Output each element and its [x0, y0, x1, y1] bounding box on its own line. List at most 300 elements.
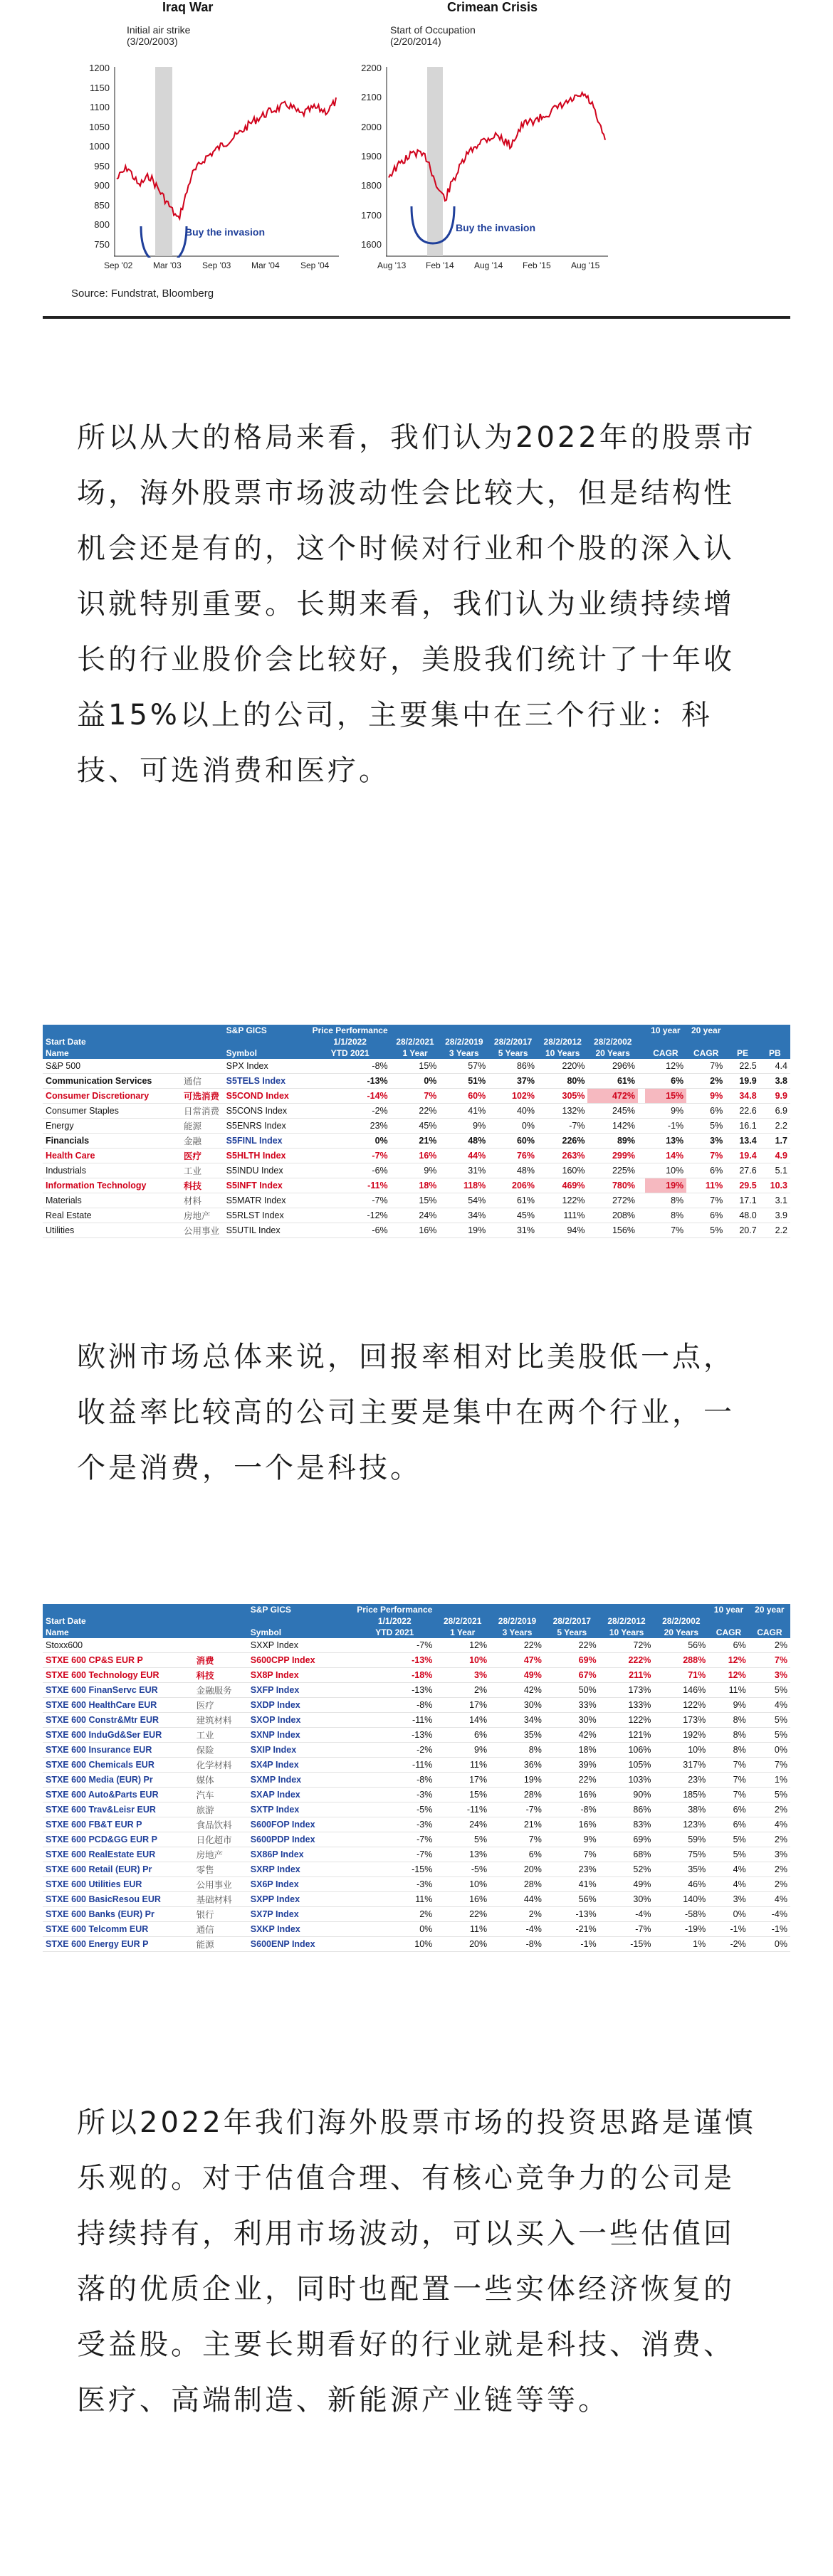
- eu_table-cell-value: 211%: [599, 1668, 654, 1683]
- eu_table-cell-name: STXE 600 Banks (EUR) Pr: [43, 1907, 194, 1922]
- eu_table-cell-chinese-name: 医疗: [194, 1698, 248, 1713]
- us_table-header-cell: 3 Years: [439, 1047, 488, 1059]
- eu_table-cell-value: -3%: [354, 1788, 435, 1802]
- eu_table-cell-value: 5%: [749, 1713, 790, 1728]
- eu_table-cell-value: -7%: [354, 1638, 435, 1653]
- us_table-cell-value: 17.1: [725, 1193, 760, 1208]
- us_table-cell-value: 1.7: [760, 1134, 790, 1149]
- us_table-header-cell: [638, 1047, 645, 1059]
- eu_table-cell-value: 3%: [435, 1668, 490, 1683]
- eu_table-cell-value: 0%: [708, 1907, 749, 1922]
- us_table-header-cell: 10 Years: [538, 1047, 587, 1059]
- eu_table-cell-symbol: SX4P Index: [248, 1758, 354, 1773]
- eu_table-row: [43, 1937, 790, 1952]
- us_table-cell-value: 15%: [645, 1089, 686, 1104]
- eu_table-cell-symbol: SXTP Index: [248, 1802, 354, 1817]
- us_table-header-row: [43, 1047, 790, 1059]
- us_table-cell-value: 2%: [686, 1074, 725, 1089]
- eu_table-header-cell: [749, 1615, 790, 1627]
- eu_table-cell-value: -19%: [654, 1922, 708, 1937]
- us_table-cell-spacer: [638, 1074, 645, 1089]
- us_table-cell-name: Materials: [43, 1193, 181, 1208]
- us_table-cell-value: 132%: [538, 1104, 587, 1119]
- eu_table-header-cell: 28/2/2019: [490, 1615, 545, 1627]
- us_table-cell-value: 15%: [391, 1193, 440, 1208]
- us_table-cell-value: 19.9: [725, 1074, 760, 1089]
- eu_table-cell-value: -13%: [354, 1653, 435, 1668]
- us_table-cell-chinese-name: 医疗: [181, 1149, 224, 1163]
- eu_table-cell-value: 86%: [599, 1802, 654, 1817]
- eu_table-cell-chinese-name: 能源: [194, 1937, 248, 1952]
- us_table-row: [43, 1193, 790, 1208]
- eu_table-cell-symbol: SXFP Index: [248, 1683, 354, 1698]
- eu_table-cell-value: 3%: [708, 1892, 749, 1907]
- us_table-cell-symbol: S5TELS Index: [224, 1074, 310, 1089]
- us_table-cell-value: 12%: [645, 1059, 686, 1074]
- eu_table-header-cell: 28/2/2002: [654, 1615, 708, 1627]
- eu_table-cell-symbol: SXPP Index: [248, 1892, 354, 1907]
- eu_table-header-cell: [194, 1604, 248, 1615]
- eu_table-row: [43, 1713, 790, 1728]
- us_table-cell-value: 3.9: [760, 1208, 790, 1223]
- us_table-cell-name: Consumer Staples: [43, 1104, 181, 1119]
- us_table-cell-value: 89%: [587, 1134, 637, 1149]
- eu_table-cell-value: 6%: [708, 1638, 749, 1653]
- eu_table-cell-value: 16%: [545, 1817, 599, 1832]
- us_table-header-cell: [725, 1036, 760, 1047]
- us_table-cell-name: Health Care: [43, 1149, 181, 1163]
- eu_table-cell-value: 47%: [490, 1653, 545, 1668]
- y-tick-label: 1150: [90, 82, 110, 93]
- eu_table-cell-value: 17%: [435, 1773, 490, 1788]
- x-tick-label: Aug '13: [377, 260, 407, 270]
- eu_table-cell-value: 6%: [708, 1802, 749, 1817]
- eu_table-cell-value: 83%: [599, 1817, 654, 1832]
- eu_table-cell-value: 30%: [599, 1892, 654, 1907]
- us_table-cell-value: 3.1: [760, 1193, 790, 1208]
- eu_table-cell-value: -13%: [354, 1683, 435, 1698]
- eu_table-header-cell: [490, 1604, 545, 1615]
- eu_table-cell-value: 288%: [654, 1653, 708, 1668]
- us_table-cell-value: 7%: [391, 1089, 440, 1104]
- chart-annotation-iraq: Initial air strike (3/20/2003): [127, 24, 191, 47]
- us_table-cell-value: 6%: [645, 1074, 686, 1089]
- eu_table-cell-value: -2%: [708, 1937, 749, 1952]
- us_table-cell-chinese-name: 科技: [181, 1178, 224, 1193]
- chart-title-crimea: Crimean Crisis: [447, 0, 538, 14]
- us_table-header-cell: 28/2/2012: [538, 1036, 587, 1047]
- us_table-cell-value: 472%: [587, 1089, 637, 1104]
- us_table-header-cell: [587, 1025, 637, 1036]
- us_table-cell-value: 7%: [686, 1193, 725, 1208]
- us_table-cell-value: 21%: [391, 1134, 440, 1149]
- us_table-header-cell: [760, 1025, 790, 1036]
- eu_table-header-cell: 28/2/2012: [599, 1615, 654, 1627]
- us_table-cell-value: 18%: [391, 1178, 440, 1193]
- eu_table-cell-value: 30%: [545, 1713, 599, 1728]
- us_table-header-cell: CAGR: [645, 1047, 686, 1059]
- eu_table-cell-value: 7%: [708, 1788, 749, 1802]
- eu_table-cell-value: 12%: [708, 1668, 749, 1683]
- eu_table-cell-value: 16%: [545, 1788, 599, 1802]
- us_table-cell-value: 5%: [686, 1119, 725, 1134]
- eu_table-cell-value: 2%: [749, 1802, 790, 1817]
- paragraph-2: 欧洲市场总体来说，回报率相对比美股低一点，收益率比较高的公司主要是集中在两个行业，一个是消费，一个是科技。: [77, 1341, 735, 1484]
- us_table-cell-chinese-name: 通信: [181, 1074, 224, 1089]
- us_table-cell-chinese-name: 日常消费: [181, 1104, 224, 1119]
- eu_table-cell-value: 12%: [708, 1653, 749, 1668]
- eu_table-header-cell: [654, 1604, 708, 1615]
- us_table-header-cell: PE: [725, 1047, 760, 1059]
- eu_table-cell-value: 10%: [435, 1653, 490, 1668]
- us_table-cell-chinese-name: 金融: [181, 1134, 224, 1149]
- eu_table-row: [43, 1773, 790, 1788]
- eu_table-cell-symbol: SXKP Index: [248, 1922, 354, 1937]
- us_table-cell-name: Information Technology: [43, 1178, 181, 1193]
- eu_table-cell-symbol: S600ENP Index: [248, 1937, 354, 1952]
- eu_table-cell-value: 75%: [654, 1847, 708, 1862]
- eu_table-cell-value: 222%: [599, 1653, 654, 1668]
- y-tick-label: 1700: [361, 209, 382, 221]
- us_table-cell-value: 94%: [538, 1223, 587, 1238]
- us_table-cell-value: 54%: [439, 1193, 488, 1208]
- eu_table-row: [43, 1877, 790, 1892]
- us_table-header-cell: [43, 1025, 181, 1036]
- us_table-cell-value: 122%: [538, 1193, 587, 1208]
- eu_table-cell-value: 0%: [749, 1937, 790, 1952]
- us_table-cell-value: 111%: [538, 1208, 587, 1223]
- eu_table-cell-value: 15%: [435, 1788, 490, 1802]
- us_table-cell-value: 24%: [391, 1208, 440, 1223]
- eu_table-cell-value: 90%: [599, 1788, 654, 1802]
- eu_table-cell-value: 10%: [654, 1743, 708, 1758]
- eu_table-cell-value: -1%: [749, 1922, 790, 1937]
- us_table-cell-value: -2%: [310, 1104, 391, 1119]
- eu_table-cell-value: -7%: [354, 1832, 435, 1847]
- us_table-cell-chinese-name: [181, 1059, 224, 1074]
- us_table-cell-symbol: SPX Index: [224, 1059, 310, 1074]
- us_table-header-cell: S&P GICS: [224, 1025, 310, 1036]
- eu_table-cell-value: -15%: [599, 1937, 654, 1952]
- us_table-cell-value: -11%: [310, 1178, 391, 1193]
- us_table-cell-spacer: [638, 1089, 645, 1104]
- eu_table-cell-chinese-name: 旅游: [194, 1802, 248, 1817]
- us_table-cell-value: 27.6: [725, 1163, 760, 1178]
- us_table-cell-value: 5%: [686, 1223, 725, 1238]
- us_table-cell-value: 9%: [686, 1089, 725, 1104]
- y-tick-label: 1050: [89, 121, 110, 132]
- y-tick-label: 2200: [361, 63, 382, 73]
- us_table-cell-value: 6%: [686, 1208, 725, 1223]
- eu_table-cell-value: 8%: [708, 1713, 749, 1728]
- eu_table-cell-symbol: SX7P Index: [248, 1907, 354, 1922]
- eu_table-cell-value: 2%: [749, 1877, 790, 1892]
- us_table-cell-value: 226%: [538, 1134, 587, 1149]
- eu_table-cell-value: 6%: [490, 1847, 545, 1862]
- eu_table-cell-name: STXE 600 PCD&GG EUR P: [43, 1832, 194, 1847]
- us_table-header-cell: CAGR: [686, 1047, 725, 1059]
- us_table-cell-value: 44%: [439, 1149, 488, 1163]
- eu_table-row: [43, 1683, 790, 1698]
- us_table-header-cell: [224, 1036, 310, 1047]
- eu_table-cell-chinese-name: 科技: [194, 1668, 248, 1683]
- eu_table-header-cell: 1 Year: [435, 1627, 490, 1638]
- us_table-cell-value: 60%: [488, 1134, 538, 1149]
- eu_table-row: [43, 1788, 790, 1802]
- eu_table-cell-value: -8%: [354, 1698, 435, 1713]
- eu_table-cell-value: -2%: [354, 1743, 435, 1758]
- x-tick-label: Sep '03: [202, 260, 231, 270]
- eu_table-row: [43, 1922, 790, 1937]
- us_table-cell-symbol: S5INFT Index: [224, 1178, 310, 1193]
- us_table-cell-value: 57%: [439, 1059, 488, 1074]
- us_table-cell-value: -12%: [310, 1208, 391, 1223]
- eu_table-cell-value: 7%: [490, 1832, 545, 1847]
- price-line: [389, 93, 605, 201]
- us_table-row: [43, 1208, 790, 1223]
- eu_table-cell-value: 192%: [654, 1728, 708, 1743]
- eu_table-cell-name: STXE 600 Trav&Leisr EUR: [43, 1802, 194, 1817]
- us_table-cell-value: 6%: [686, 1163, 725, 1178]
- us_table-row: [43, 1104, 790, 1119]
- us_table-cell-value: 31%: [439, 1163, 488, 1178]
- us_table-cell-value: 296%: [587, 1059, 637, 1074]
- eu_table-cell-value: 0%: [749, 1743, 790, 1758]
- us_table-header-cell: 10 year: [645, 1025, 686, 1036]
- eu_table-cell-symbol: S600CPP Index: [248, 1653, 354, 1668]
- us_table-cell-value: 16.1: [725, 1119, 760, 1134]
- us_table-cell-chinese-name: 能源: [181, 1119, 224, 1134]
- us_table-cell-value: 10%: [645, 1163, 686, 1178]
- eu_table-cell-value: -13%: [545, 1907, 599, 1922]
- us_table-cell-spacer: [638, 1104, 645, 1119]
- eu_table-cell-name: STXE 600 BasicResou EUR: [43, 1892, 194, 1907]
- eu_table-cell-value: -8%: [354, 1773, 435, 1788]
- eu_table-cell-value: 67%: [545, 1668, 599, 1683]
- eu_table-cell-value: -8%: [490, 1937, 545, 1952]
- us_table-cell-value: 0%: [310, 1134, 391, 1149]
- eu_table-cell-value: 185%: [654, 1788, 708, 1802]
- eu_table-cell-chinese-name: 汽车: [194, 1788, 248, 1802]
- us_table-cell-value: 22.6: [725, 1104, 760, 1119]
- us_table-header-cell: 28/2/2021: [391, 1036, 440, 1047]
- eu_table-cell-value: 28%: [490, 1788, 545, 1802]
- us_table-header-cell: [645, 1036, 686, 1047]
- eu_table-row: [43, 1847, 790, 1862]
- eu_table-row: [43, 1758, 790, 1773]
- eu_table-cell-value: 22%: [545, 1773, 599, 1788]
- paragraph-3: 所以2022年我们海外股票市场的投资思路是谨慎乐观的。对于估值合理、有核心竞争力的公司是持续持有，利用市场波动，可以买入一些估值回落的优质企业，同时也配置一些实体经济恢复的受益股。主要长期看好的行业就是科技、消费、医疗、高端制造、新能源产业链等等。: [77, 2106, 756, 2417]
- us_table-cell-value: 469%: [538, 1178, 587, 1193]
- eu_table-header-cell: CAGR: [749, 1627, 790, 1638]
- eu_table-header-row: [43, 1604, 790, 1615]
- us_table-header-cell: [725, 1025, 760, 1036]
- eu_table-cell-value: 11%: [354, 1892, 435, 1907]
- y-tick-label: 750: [94, 239, 110, 250]
- us_table-cell-value: 8%: [645, 1193, 686, 1208]
- us_table-cell-value: 9.9: [760, 1089, 790, 1104]
- us_table-cell-value: 272%: [587, 1193, 637, 1208]
- eu_table-cell-value: -7%: [490, 1802, 545, 1817]
- us_table-cell-value: 61%: [587, 1074, 637, 1089]
- us_table-cell-value: 208%: [587, 1208, 637, 1223]
- eu_table-cell-value: -13%: [354, 1728, 435, 1743]
- x-tick-label: Mar '04: [251, 260, 280, 270]
- us_table-cell-value: 80%: [538, 1074, 587, 1089]
- y-tick-label: 800: [94, 219, 110, 231]
- eu_table-cell-chinese-name: 建筑材料: [194, 1713, 248, 1728]
- us_table-row: [43, 1149, 790, 1163]
- eu_table-cell-value: 69%: [545, 1653, 599, 1668]
- us_table-cell-spacer: [638, 1208, 645, 1223]
- us_table-cell-value: 305%: [538, 1089, 587, 1104]
- y-tick-label: 1800: [361, 180, 382, 191]
- eu_table-cell-value: 39%: [545, 1758, 599, 1773]
- us_table-cell-spacer: [638, 1119, 645, 1134]
- us_table-cell-value: 51%: [439, 1074, 488, 1089]
- eu_table-cell-value: 0%: [354, 1922, 435, 1937]
- eu_table-cell-value: 2%: [435, 1683, 490, 1698]
- us_table-cell-value: 263%: [538, 1149, 587, 1163]
- eu_table-cell-value: 1%: [654, 1937, 708, 1952]
- eu_table-cell-chinese-name: 银行: [194, 1907, 248, 1922]
- eu_table-header-row: [43, 1615, 790, 1627]
- us_table-cell-value: 48%: [488, 1163, 538, 1178]
- us_table-cell-value: 2.2: [760, 1223, 790, 1238]
- us_table-cell-name: Communication Services: [43, 1074, 181, 1089]
- eu_table-cell-value: 22%: [435, 1907, 490, 1922]
- eu_table-cell-value: 42%: [490, 1683, 545, 1698]
- eu_table-cell-value: 5%: [435, 1832, 490, 1847]
- eu_table-cell-value: 7%: [749, 1653, 790, 1668]
- eu_table-header-cell: Name: [43, 1627, 194, 1638]
- us_table-cell-value: 19%: [439, 1223, 488, 1238]
- eu_table-cell-value: 7%: [749, 1758, 790, 1773]
- eu_table-cell-value: 173%: [654, 1713, 708, 1728]
- eu_table-cell-value: 10%: [354, 1937, 435, 1952]
- eu_table-cell-name: STXE 600 Constr&Mtr EUR: [43, 1713, 194, 1728]
- us_table-cell-value: 34.8: [725, 1089, 760, 1104]
- eu_table-cell-name: STXE 600 HealthCare EUR: [43, 1698, 194, 1713]
- us_table-cell-value: -1%: [645, 1119, 686, 1134]
- us_table-cell-value: 6.9: [760, 1104, 790, 1119]
- eu_table-cell-name: STXE 600 FB&T EUR P: [43, 1817, 194, 1832]
- us_table-header-cell: YTD 2021: [310, 1047, 391, 1059]
- x-tick-label: Sep '04: [300, 260, 330, 270]
- y-tick-label: 1200: [89, 63, 110, 73]
- us_table-cell-value: 160%: [538, 1163, 587, 1178]
- eu_table-cell-value: 14%: [435, 1713, 490, 1728]
- us_table-cell-value: 6%: [686, 1104, 725, 1119]
- eu_table-cell-chinese-name: 保险: [194, 1743, 248, 1758]
- eu_table-row: [43, 1668, 790, 1683]
- eu_table-cell-chinese-name: 公用事业: [194, 1877, 248, 1892]
- eu_table-cell-value: -4%: [749, 1907, 790, 1922]
- us_table-cell-value: 206%: [488, 1178, 538, 1193]
- us_table-cell-value: -7%: [538, 1119, 587, 1134]
- us_table-cell-value: 20.7: [725, 1223, 760, 1238]
- y-tick-label: 2000: [361, 121, 382, 132]
- eu_table-cell-value: 2%: [354, 1907, 435, 1922]
- us_table-cell-value: 220%: [538, 1059, 587, 1074]
- us_table-cell-value: 0%: [391, 1074, 440, 1089]
- eu_table-cell-value: -4%: [599, 1907, 654, 1922]
- eu_table-cell-value: 56%: [545, 1892, 599, 1907]
- eu_table-cell-chinese-name: 基础材料: [194, 1892, 248, 1907]
- us_table-header-cell: 5 Years: [488, 1047, 538, 1059]
- eu_table-cell-value: 49%: [599, 1877, 654, 1892]
- eu_table-cell-value: -3%: [354, 1877, 435, 1892]
- us_table-cell-value: 13.4: [725, 1134, 760, 1149]
- us_table-cell-value: 48.0: [725, 1208, 760, 1223]
- us_table-header-cell: Price Performance: [310, 1025, 391, 1036]
- eu_table-cell-value: 122%: [654, 1698, 708, 1713]
- eu_table-cell-chinese-name: 消费: [194, 1653, 248, 1668]
- eu_table-cell-value: 56%: [654, 1638, 708, 1653]
- eu_table-header-cell: Start Date: [43, 1615, 194, 1627]
- eu_table-cell-value: -15%: [354, 1862, 435, 1877]
- eu_table-cell-value: -18%: [354, 1668, 435, 1683]
- eu_table-cell-value: 16%: [435, 1892, 490, 1907]
- us_table-header-cell: 1/1/2022: [310, 1036, 391, 1047]
- us_table-header-cell: Symbol: [224, 1047, 310, 1059]
- us_table-header-cell: PB: [760, 1047, 790, 1059]
- us_table-cell-value: 11%: [686, 1178, 725, 1193]
- eu_table-cell-chinese-name: 零售: [194, 1862, 248, 1877]
- eu_table-cell-name: STXE 600 Insurance EUR: [43, 1743, 194, 1758]
- us_table-cell-value: 19%: [645, 1178, 686, 1193]
- eu_table-cell-value: 6%: [435, 1728, 490, 1743]
- x-tick-label: Sep '02: [104, 260, 133, 270]
- event-window-shade: [155, 67, 172, 256]
- us_table-cell-value: 5.1: [760, 1163, 790, 1178]
- eu_table-header-cell: 10 year: [708, 1604, 749, 1615]
- eu_table-cell-value: 5%: [708, 1832, 749, 1847]
- us_table-row: [43, 1119, 790, 1134]
- eu_table-header-cell: [708, 1615, 749, 1627]
- us_table-cell-spacer: [638, 1059, 645, 1074]
- eu_table-cell-value: 30%: [490, 1698, 545, 1713]
- eu_table-header-cell: [545, 1604, 599, 1615]
- eu_table-header-cell: YTD 2021: [354, 1627, 435, 1638]
- eu_table-cell-value: 35%: [654, 1862, 708, 1877]
- y-tick-label: 850: [94, 199, 110, 211]
- us_table-cell-symbol: S5RLST Index: [224, 1208, 310, 1223]
- us_table-cell-name: Industrials: [43, 1163, 181, 1178]
- us_table-cell-value: 156%: [587, 1223, 637, 1238]
- eu_table-cell-value: 146%: [654, 1683, 708, 1698]
- us_table-cell-value: -8%: [310, 1059, 391, 1074]
- us_table-row: [43, 1059, 790, 1074]
- us_table-cell-value: 16%: [391, 1149, 440, 1163]
- eu_table-cell-symbol: SXIP Index: [248, 1743, 354, 1758]
- eu_table-cell-value: 2%: [749, 1832, 790, 1847]
- us_table-cell-chinese-name: 工业: [181, 1163, 224, 1178]
- eu_table-cell-value: 49%: [490, 1668, 545, 1683]
- eu_table-row: [43, 1802, 790, 1817]
- eu_table-cell-value: -11%: [435, 1802, 490, 1817]
- eu_table-cell-value: 38%: [654, 1802, 708, 1817]
- paragraph-1: 所以从大的格局来看，我们认为2022年的股票市场，海外股票市场波动性会比较大，但是结构性机会还是有的，这个时候对行业和个股的深入认识就特别重要。长期来看，我们认为业绩持续增长的行业股价会比较好，美股我们统计了十年收益15%以上的公司，主要集中在三个行业：科技、可选消费和医疗。: [77, 421, 756, 787]
- eu_table-cell-value: -7%: [354, 1847, 435, 1862]
- us_table-cell-spacer: [638, 1223, 645, 1238]
- us_table-header-cell: [638, 1025, 645, 1036]
- us_table-cell-chinese-name: 可选消费: [181, 1089, 224, 1104]
- eu_table-cell-symbol: SXAP Index: [248, 1788, 354, 1802]
- eu_table-header-cell: 20 year: [749, 1604, 790, 1615]
- eu_table-cell-value: 52%: [599, 1862, 654, 1877]
- us_table-cell-value: 3.8: [760, 1074, 790, 1089]
